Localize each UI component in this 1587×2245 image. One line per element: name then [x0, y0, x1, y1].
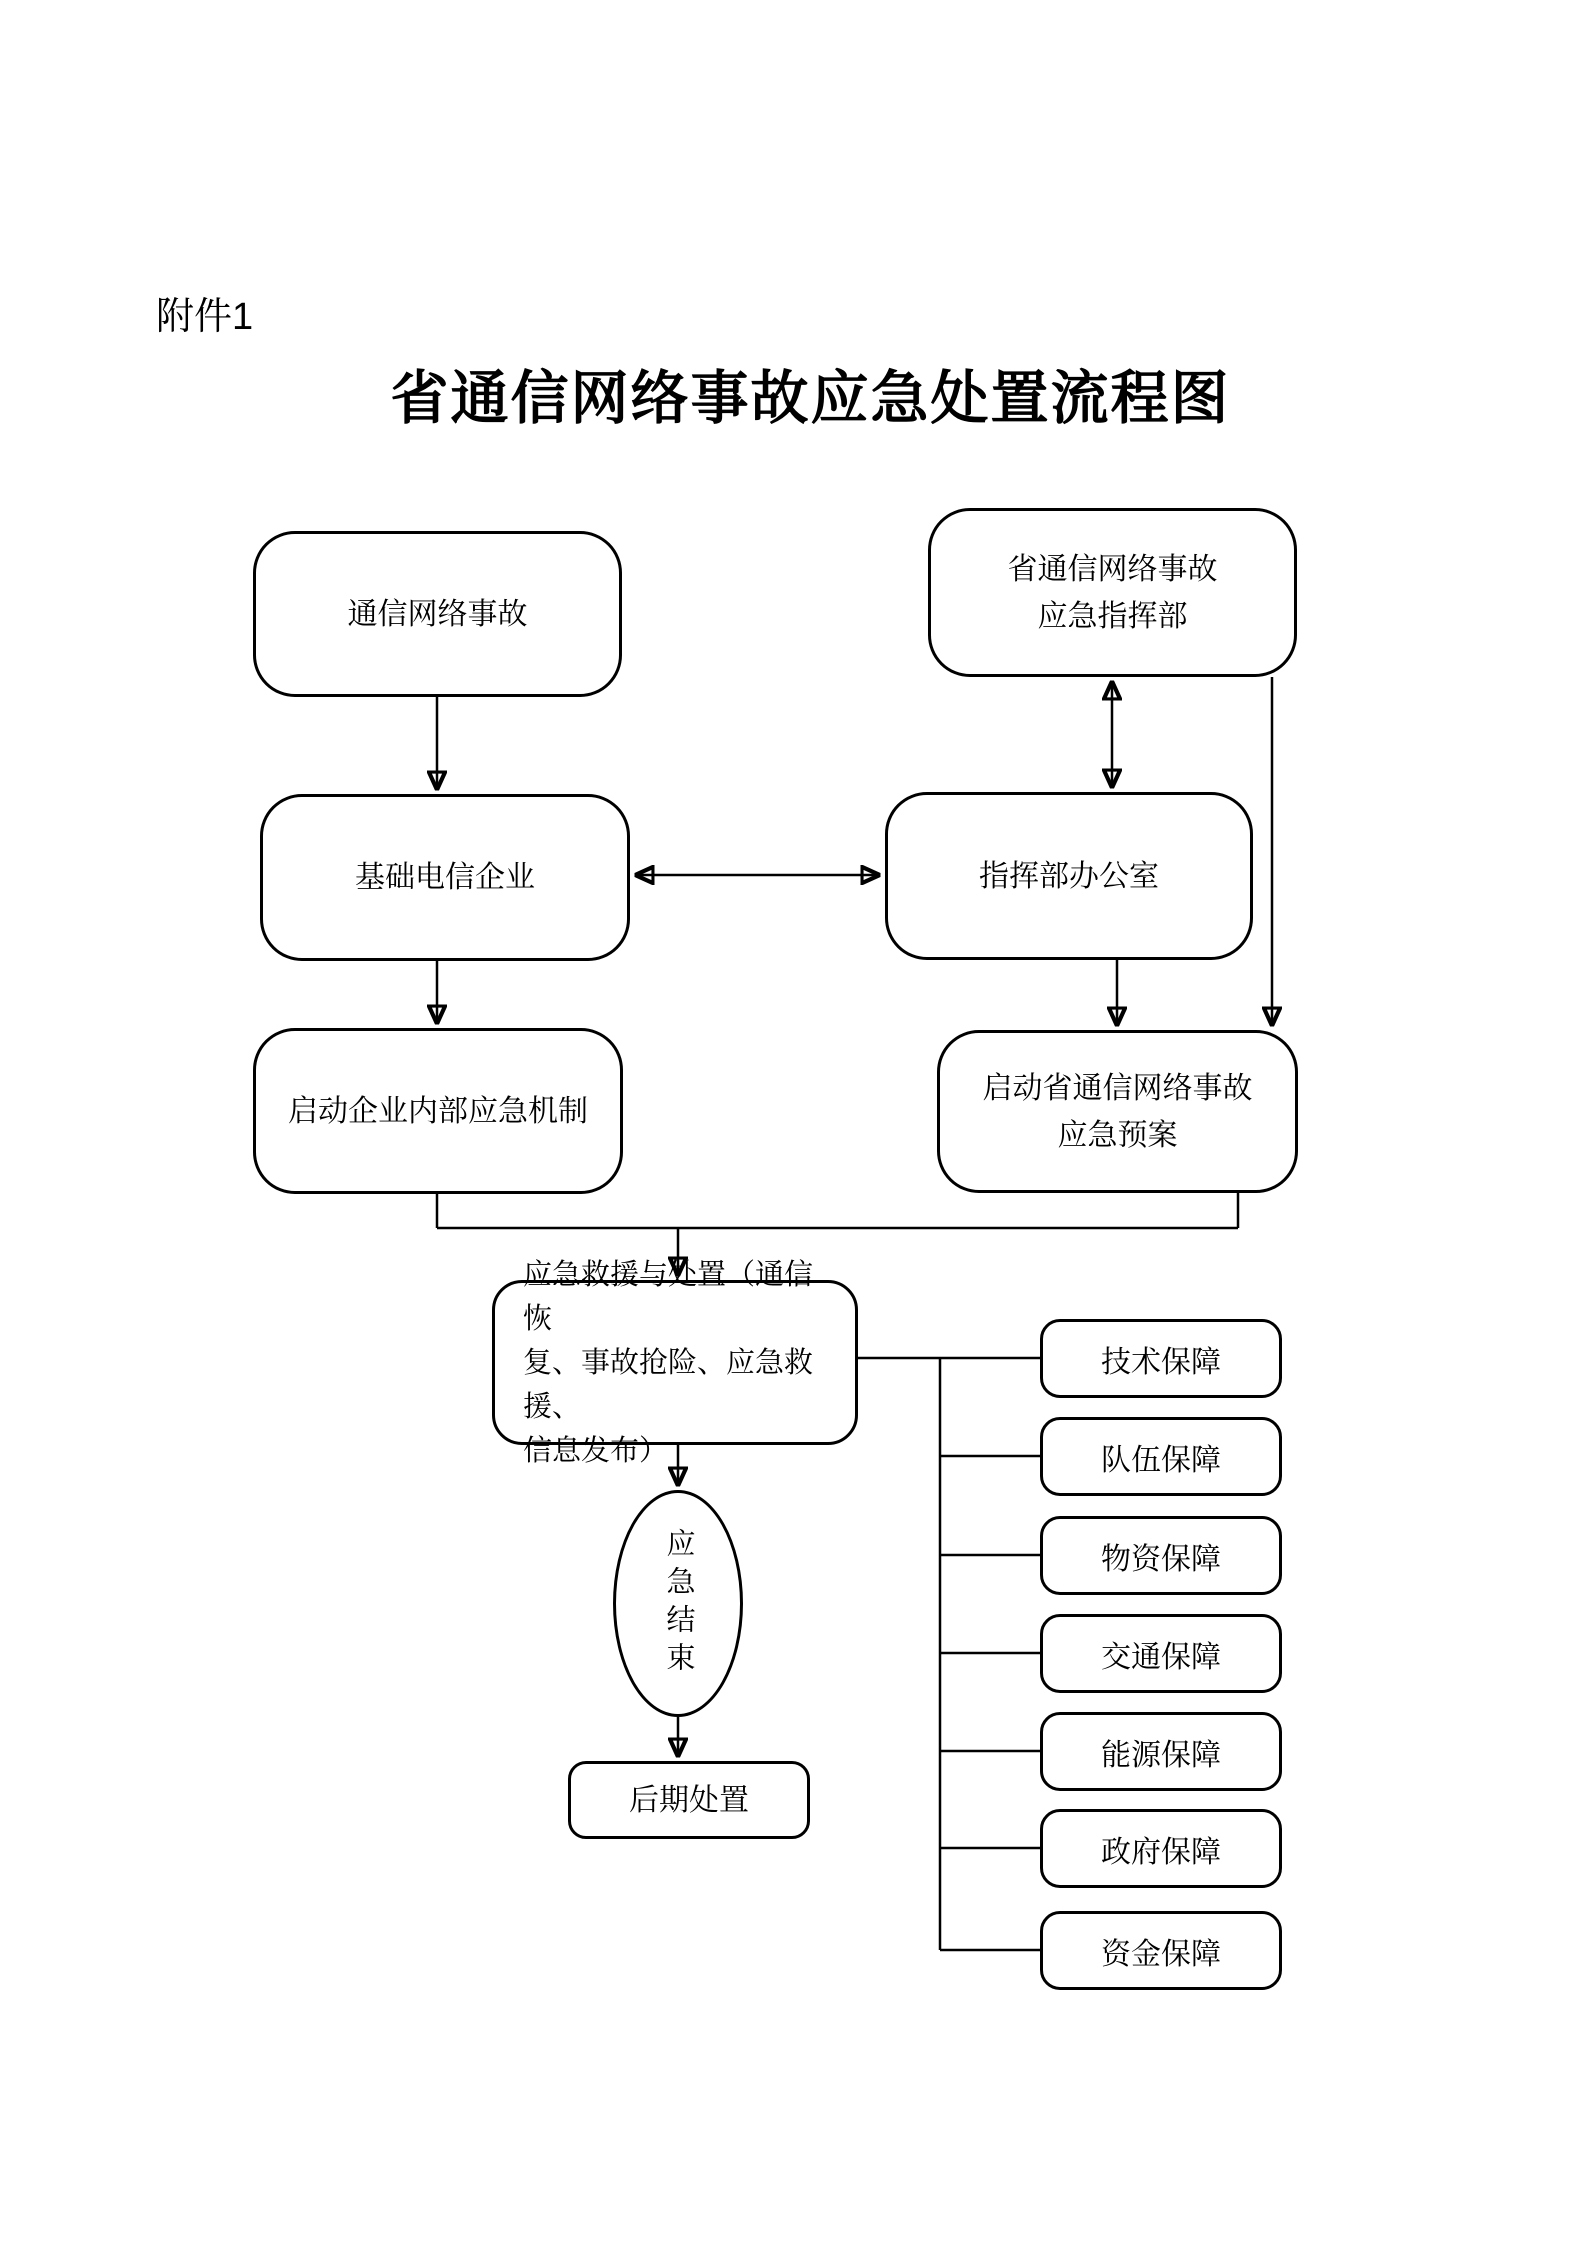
support-box-transport-label: 交通保障	[1101, 1640, 1221, 1674]
node-start-provincial-plan-line1: 启动省通信网络事故	[982, 1071, 1253, 1105]
node-emergency-hq-line1: 省通信网络事故	[1007, 552, 1218, 586]
node-emergency-hq-line2: 应急指挥部	[1037, 599, 1188, 633]
node-hq-office-label: 指挥部办公室	[979, 859, 1159, 893]
support-box-funds-label: 资金保障	[1101, 1937, 1221, 1971]
node-emergency-rescue-line3: 信息发布）	[523, 1434, 669, 1467]
node-start-provincial-plan-line2: 应急预案	[1057, 1118, 1178, 1152]
node-emergency-end-label: 应急结束	[662, 1527, 695, 1680]
support-box-material	[1040, 1516, 1282, 1595]
node-emergency-rescue-line2: 复、事故抢险、应急救援、	[523, 1346, 814, 1423]
node-network-accident	[253, 531, 622, 697]
node-post-disposal	[568, 1761, 810, 1839]
node-start-provincial-plan	[937, 1030, 1298, 1193]
node-basic-telecom	[260, 794, 630, 961]
attachment-label: 附件1	[156, 296, 254, 338]
node-emergency-hq	[928, 508, 1297, 677]
node-emergency-rescue	[492, 1258, 858, 1467]
node-emergency-rescue-line1: 应急救援与处置（通信恢	[523, 1258, 814, 1335]
node-network-accident-label: 通信网络事故	[347, 597, 528, 631]
support-box-transport	[1040, 1614, 1282, 1693]
support-box-technical	[1040, 1319, 1282, 1398]
node-start-enterprise-mechanism-label: 启动企业内部应急机制	[288, 1094, 588, 1128]
node-post-disposal-label: 后期处置	[629, 1783, 749, 1817]
page-title: 省通信网络事故应急处置流程图	[390, 366, 1231, 431]
support-box-government-label: 政府保障	[1101, 1835, 1221, 1869]
node-emergency-end	[613, 1490, 743, 1717]
support-box-material-label: 物资保障	[1101, 1542, 1221, 1576]
support-box-team-label: 队伍保障	[1101, 1443, 1221, 1477]
node-start-enterprise-mechanism	[253, 1028, 623, 1194]
node-hq-office	[885, 792, 1253, 960]
support-box-government	[1040, 1809, 1282, 1888]
support-box-energy-label: 能源保障	[1101, 1738, 1221, 1772]
support-box-energy	[1040, 1712, 1282, 1791]
node-basic-telecom-label: 基础电信企业	[355, 861, 535, 894]
support-box-technical-label: 技术保障	[1101, 1345, 1221, 1379]
support-box-team	[1040, 1417, 1282, 1496]
support-box-funds	[1040, 1911, 1282, 1990]
